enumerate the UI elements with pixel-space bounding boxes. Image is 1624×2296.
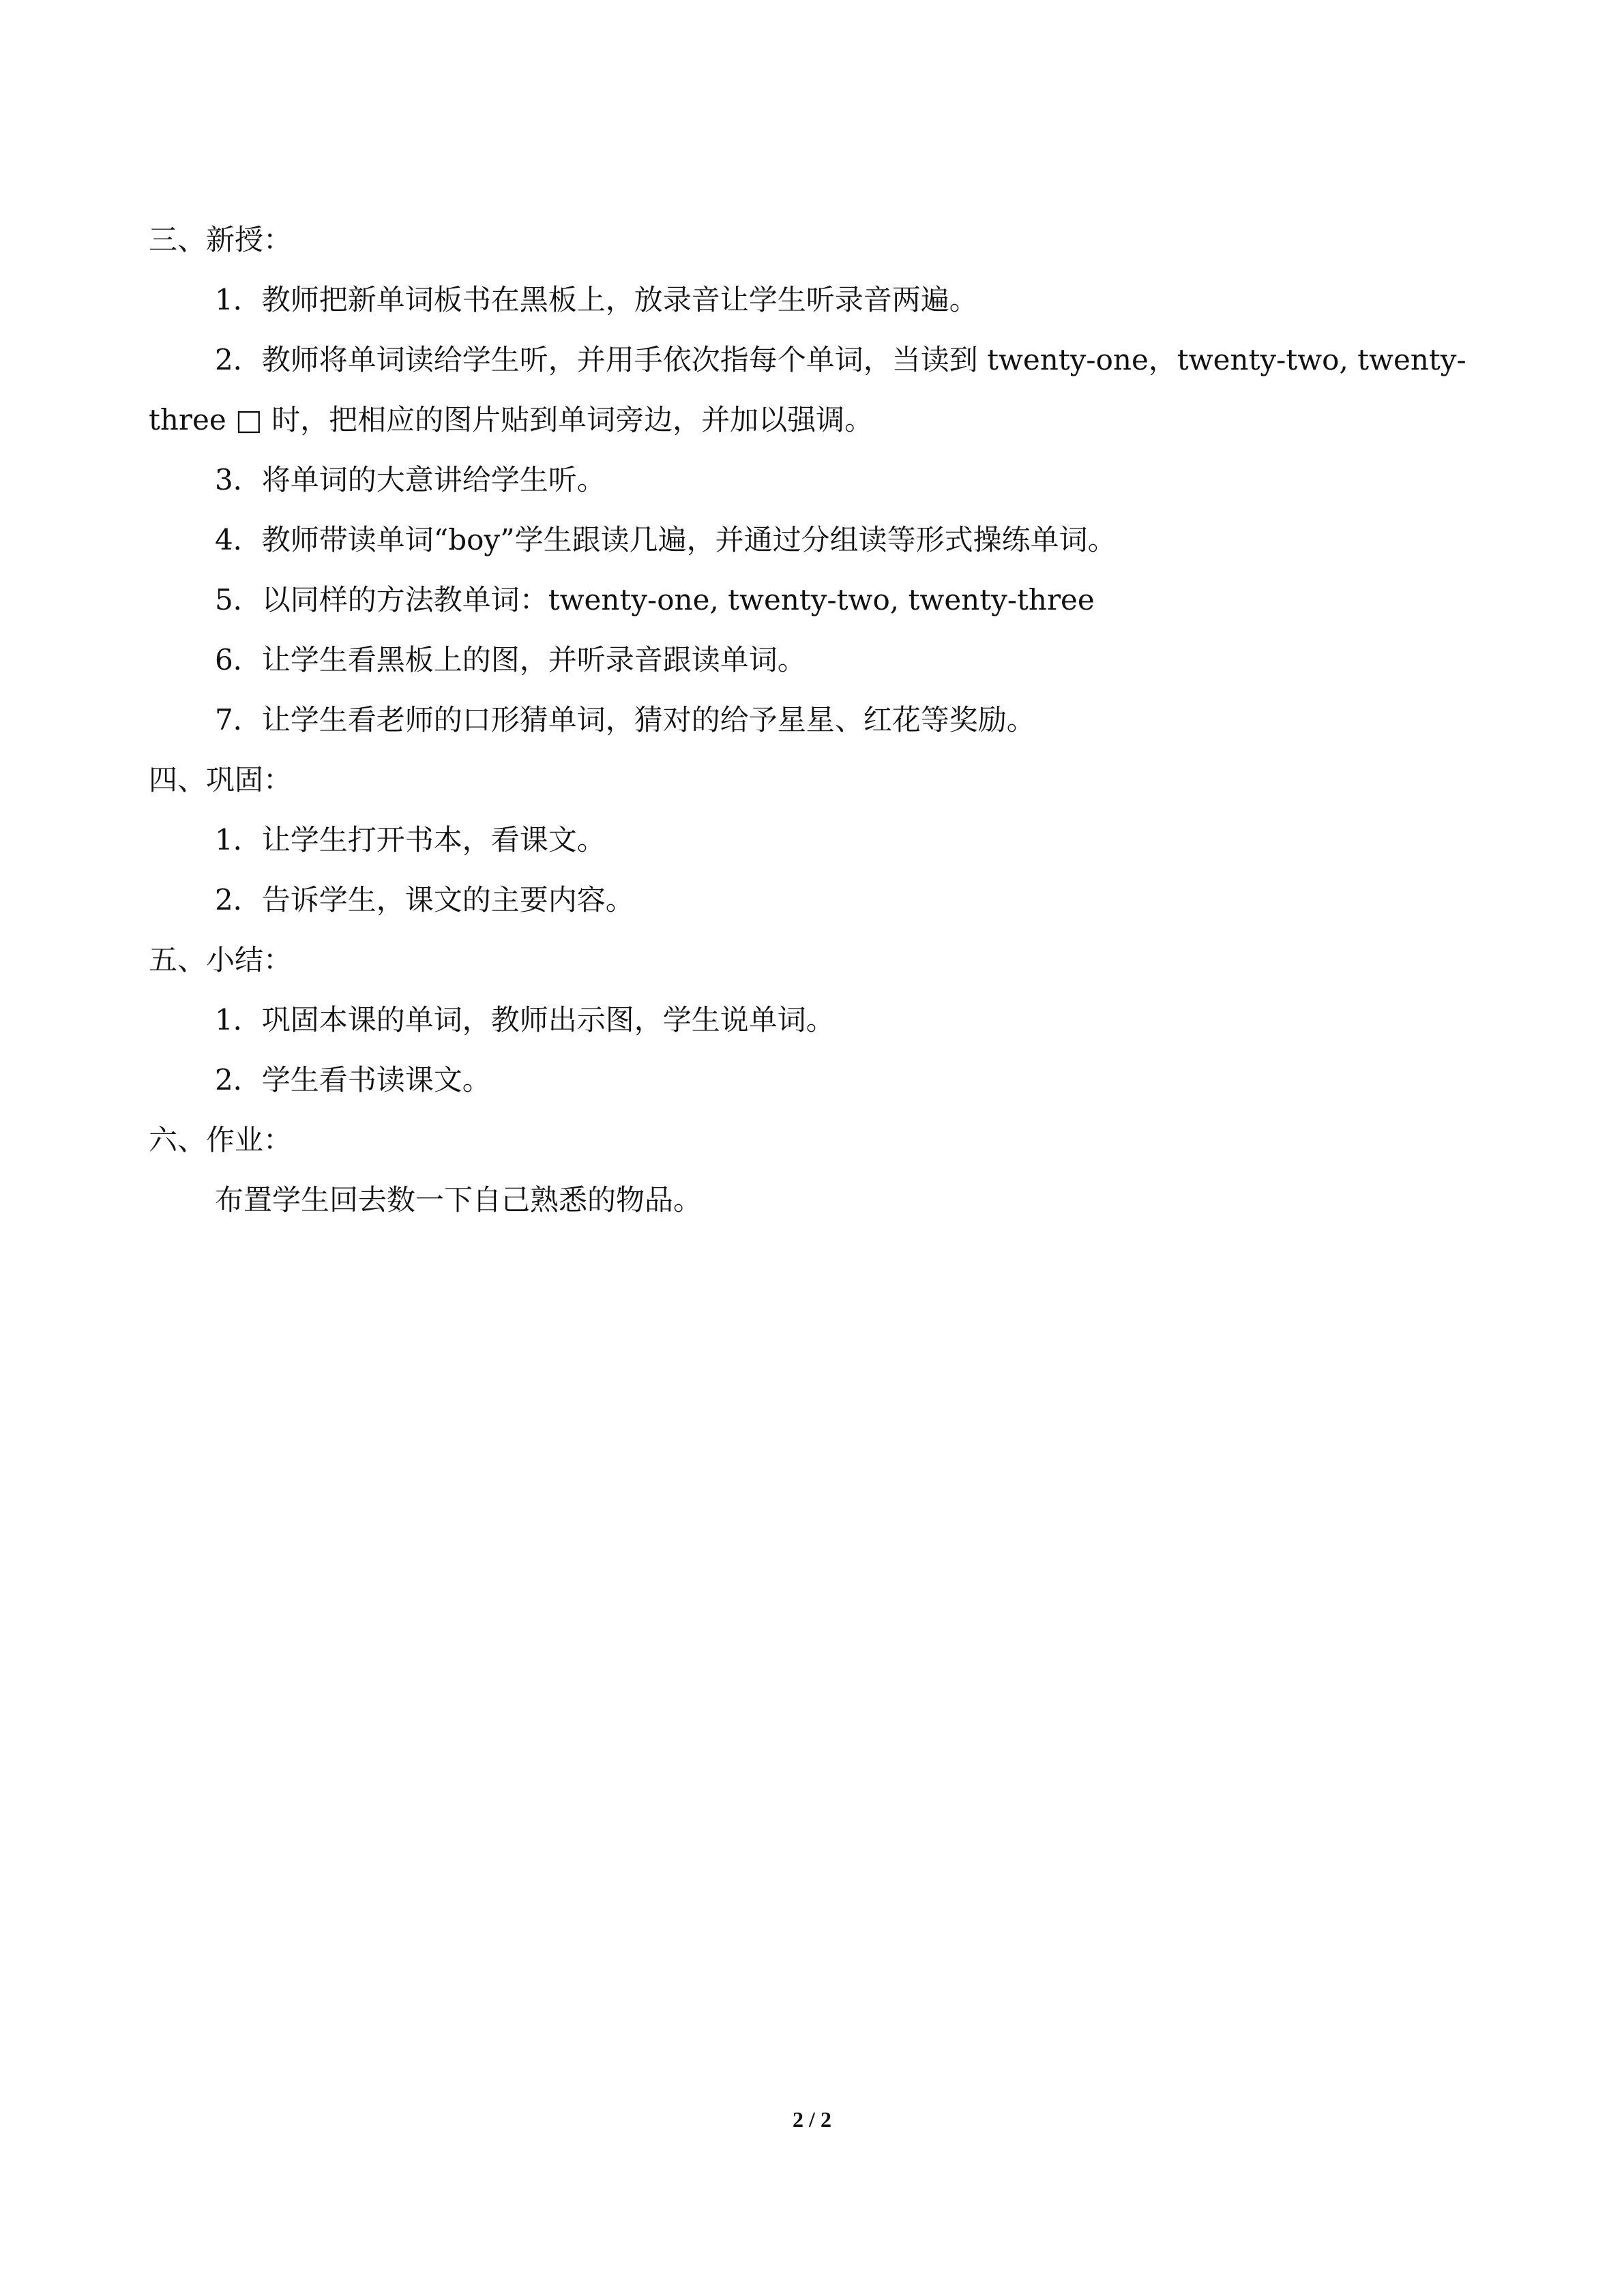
- list-item: 2．告诉学生，课文的主要内容。: [215, 883, 634, 916]
- section-heading-homework: 六、作业：: [149, 1123, 293, 1157]
- list-item: 2．学生看书读课文。: [215, 1063, 491, 1097]
- list-item: 1．让学生打开书本，看课文。: [215, 823, 606, 856]
- list-item: 4．教师带读单词“boy”学生跟读几遍，并通过分组读等形式操练单词。: [215, 523, 1117, 556]
- list-item: 7．让学生看老师的口形猜单词，猜对的给予星星、红花等奖励。: [215, 703, 1035, 736]
- list-item: 布置学生回去数一下自己熟悉的物品。: [215, 1183, 703, 1217]
- list-item: 1．教师把新单词板书在黑板上，放录音让学生听录音两遍。: [215, 283, 978, 316]
- list-item: 1．巩固本课的单词，教师出示图，学生说单词。: [215, 1003, 835, 1037]
- list-item: 3．将单词的大意讲给学生听。: [215, 463, 606, 496]
- page-number: 2 / 2: [793, 2107, 831, 2132]
- section-heading-new-teaching: 三、新授：: [149, 223, 293, 256]
- list-item: 5．以同样的方法教单词：twenty-one, twenty-two, twenty-three: [215, 583, 1095, 616]
- section-heading-summary: 五、小结：: [149, 943, 293, 976]
- section-heading-consolidation: 四、巩固：: [149, 763, 293, 796]
- document-body: [149, 210, 1479, 1230]
- list-item: 6．让学生看黑板上的图，并听录音跟读单词。: [215, 643, 806, 676]
- list-item: 2．教师将单词读给学生听，并用手依次指每个单词，当读到 twenty-one，twenty-two, twenty-three □ 时，把相应的图片贴到单词旁边，并加以强调。: [149, 343, 1466, 436]
